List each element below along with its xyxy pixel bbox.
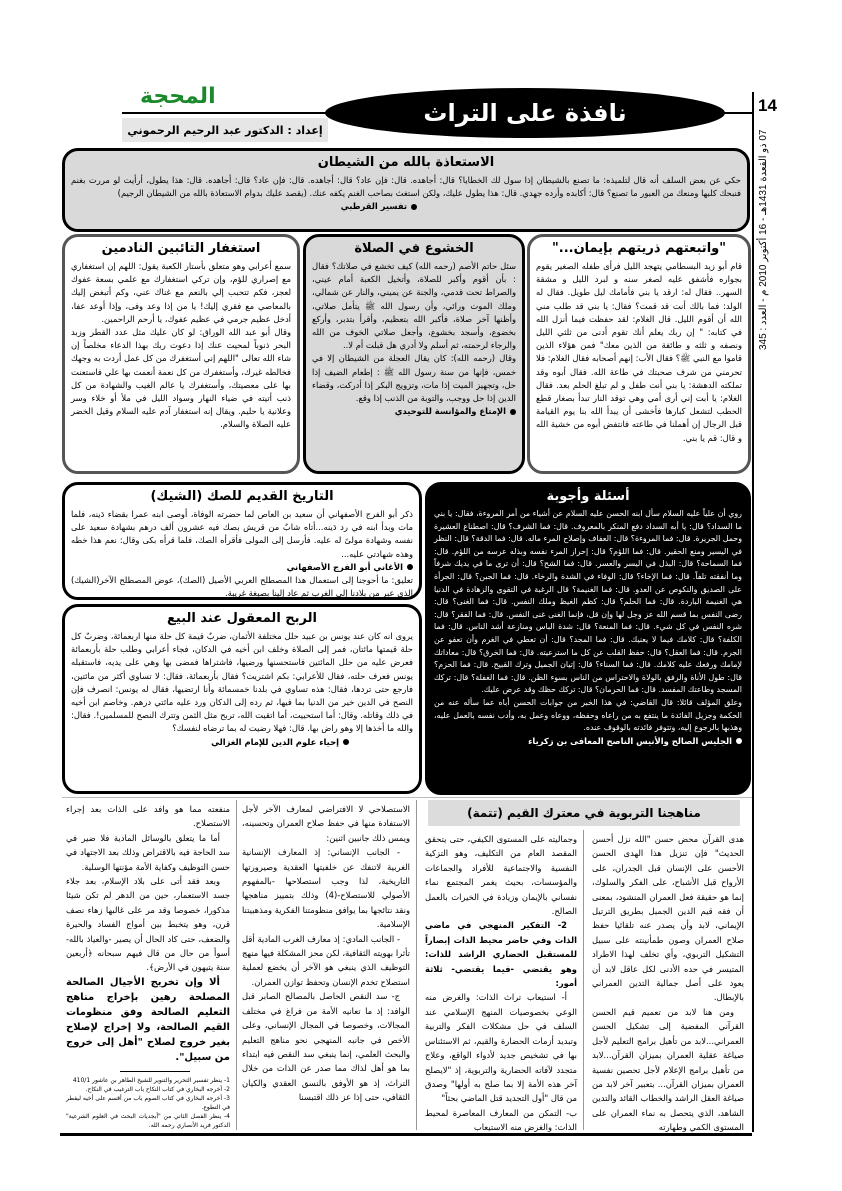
article-title: أسئلة وأجوبة [546, 489, 630, 504]
article-as2ila [425, 482, 751, 795]
article-source: الأغاني أبو الفرج الأصفهاني [65, 561, 419, 574]
author-line: إعداد : الدكتور عبد الرحيم الرحموني [122, 118, 328, 142]
paragraph: ب- التمكن من المعارف المعاصرة لمحيط الذات: والغرض منه الاستيعاب [425, 1107, 577, 1133]
bullet-icon [411, 204, 417, 210]
article-body: سئل حاتم الأصم (رحمه الله) كيف تخشع في صلاتك؟ فقال : بأن أقوم وأكبر للصلاة، وأتخيل الكعبة أمام عيني، والصراط تحت قدمي، والجنة عن يميني، والنار عن شمالي، وملك الموت ورائي، وأن رسول الله ﷺ يتأمل صلاتي، وأظنها آخر صلاة، فأكبر الله بتعظيم، وأقرأ بتدبر، وأركع بخضوع، وأسجد بخشوع، وأجعل صلاتي الخوف من الله والرجاء لرحمته، ثم أسلم ولا أدري هل قبلت أم لا.. [312, 261, 516, 351]
paragraph: ألا وإن تخريج الأجيال الصالحة المصلحة رهين بإخراج مناهج التعليم الصالحة وفق منظومات القيم الصالحة، ولا إخراج لإصلاح بغير خروج لصلاح "أهل إلى خروج من سبيل". [66, 976, 230, 1063]
section-title-text: نافذة على التراث [423, 99, 627, 127]
page-number: 14 [758, 96, 777, 115]
article-body: سمع أعرابي وهو متعلق بأستار الكعبة يقول: اللهم إن استغفاري مع إصراري للؤم، وإن تركي استغفارك مع علمي بسعة عفوك لعجز، فكم تتحبب إلي بالنعم مع غناك عني، وكم أتبغض إليك بالمعاصي مع فقري إليك! يا من إذا وعد وفى، وإذا أوعد عفا، أدخل عظيم جرمي في عظيم عفوك، يا أرحم الراحمين. [71, 261, 291, 324]
paragraph: ومن هنا لابد من تعميم قيم الحسن القرآني المفضية إلى تشكيل الحسن العمراني...لابد من تأهيل برامج التعليم لأجل صياغة عقلية العمران بميزان القرآن...لابد من تأهيل برامج الإعلام لأجل تحصين نفسية العمران بميزان القرآن... بتعبير آخر لابد من صياغة العقل الراشد والخطاب القائد والتدين الشاهد، الذي يتحصل به نماء العمران على المستوى الكمي وطهارته [592, 1006, 744, 1133]
article-source: إحياء علوم الدين للإمام الغزالي [65, 736, 419, 749]
article-body: وقال أبو عبد الله الوراق: لو كان عليك مثل عدد القطر وزبد البحر ذنوباً لمحيت عنك إذا دعوت ربك بهذا الدعاء مخلصاً إن شاء الله تعالى "اللهم إني أستغفرك من كل عمل أردت به وجهك فخالطه غيرك، وأستغفرك من كل نعمة أنعمت بها علي فاستعنت بها على معصيتك، وأستغفرك يا عالم الغيب والشهادة من كل ذنب أتيته في ضياء النهار وسواد الليل في ملأ أو خلاء وسر وعلانية يا حليم. ويقال إنه استغفار آدم عليه السلام وقيل الخضر عليه الصلاة والسلام. [71, 327, 291, 430]
article-body: قام أبو زيد البسطامي يتهجد الليل فرأى طفله الصغير يقوم بجواره فأشفق عليه لصغر سنه و لبرد الليل و مشقة السهر.. فقال له: ارقد يا بني فأمامك ليل طويل. فقال له الولد: فما بالك أنت قد قمت؟ فقال: يا بني قد طلب مني الله أن أقوم الليل. قال الغلام: لقد حفظت فيما أنزل الله في كتابه: " إن ربك يعلم أنك تقوم أدنى من ثلثي الليل ونصفه و ثلثه و طائفة من الذين معك" فمن هؤلاء الذين قاموا مع النبي ﷺ؟ فقال الأب: إنهم أصحابه فقال الغلام: فلا تحرمني من شرف صحبتك في طاعة الله. فقال أبوه وقد تملكته الدهشة: يا بني أنت طفل و لم تبلغ الحلم بعد. فقال الغلام: يا أبت إني أرى أمي وهي توقد النار تبدأ بصغار قطع الحطب لتشعل كبارها فأخشى أن يبدأ الله بنا يوم القيامة قبل الرجال إن أهملنا في طاعته فانتفض أبوه من خشية الله و قال: قم يا بني. [536, 261, 742, 443]
article-body: وعلق المؤلف قائلا: قال القاضي: في هذا الخبر من جوابات الحسن أباه عما سأله عنه من الحكمة وجزيل الفائدة ما ينتفع به من راعاه وحفظه، ووعاه وعمل به، وأدب نفسه بالعمل عليه، وهذبها بالرجوع إليه، وتتوفر فائدته بالوقوف عنده. [434, 697, 742, 733]
article-title: "واتبعتهم ذريتهم بإيمان..." [551, 241, 726, 256]
column-4 [66, 802, 230, 1132]
article-isti3adha [62, 148, 750, 232]
article-ribh [62, 604, 422, 794]
article-sheek [62, 482, 422, 600]
article-body: يروى انه كان عند يونس بن عبيد حلل مختلفة الأثمان، ضربٌ قيمة كل حلة منها اربعمائة، وضربٌ كل حلة قيمتها مائتان، فمر إلى الصلاة وخلف ابن أخيه في الدكان، فجاء أعرابي وطلب حلة بأربعمائة فعرض عليه من حلل المائتين فاستحسنها ورضيها، فاشتراها فمضى بها وهي على يديه، فاستقبله يونس فعرف حلته، فقال للأعرابي: بكم اشتريت؟ فقال بأربعمائة، فقال: لا تساوي أكثر من مائتين، فارجع حتى تردها، فقال: هذه تساوي في بلدنا خمسمائة وأنا ارتضيها، فقال له يونس: انصرف فإن النصح في الدين خير من الدنيا بما فيها، ثم رده إلى الدكان ورد عليه مائتي درهم. وخاصم ابن أخيه في ذلك وقاتله. وقال: أما استحييت، أما اتقيت الله، تربح مثل الثمن وتترك النصح للمسلمين!. فقال: والله ما أخذها إلا وهو راض بها. قال: فهلا رضيت له بما ترضاه لنفسك؟ [71, 631, 413, 734]
bullet-icon [407, 564, 413, 570]
footnote: 4- ينظر الفصل الثاني من "أبجديات البحث في العلوم الشرعية" الدكتور فريد الأنصاري رحمه الله. [66, 1112, 230, 1129]
continuation-title: مناهجنا التربوية في معترك القيم (تتمة) [428, 800, 740, 826]
article-source: الإمتاع والمؤانسة للتوحيدي [306, 405, 522, 418]
paragraph: وجماليته على المستوى الكيفي، حتى يتحقق المقصد العام من التكليف، وهو التزكية النفسية والاجتماعية للأفراد والجماعات والمؤسسات، بحيث يغمر المجتمع نماء نفساني بالإيمان وزيادة في الخيرات بالعمل الصالح. [425, 834, 577, 917]
article-ittaba3athum [527, 234, 751, 474]
article-body: وقال (رحمه الله): كان يقال العجلة من الشيطان إلا في خمس، فإنها من سنة رسول الله ﷺ : إطعام الضيف إذا حل، وتجهيز الميت إذا مات، وتزويج البكر إذا أدركت، وقضاء الدين إذا حل ووجب، والتوبة من الذنب إذا وقع. [312, 353, 516, 404]
article-body: ذكر أبو الفرج الأصفهاني أن سعيد بن العاص لما حضرته الوفاة، أوصى ابنه عمرا بقضاء دَينه، فلما مات وبدأ ابنه في رد دَينه...أتاه شابٌ من قريش بصك فيه عشرون ألف درهم بشهادة سعيد على نفسه وشهادة مولىً له عليه. فأرسل إلى المولى فأقرأه الصك، فلما قرأه بكى وقال: نعم هذا خطه وهذه شهادتي عليه... [71, 509, 413, 559]
article-istighfar [62, 234, 300, 474]
footnotes [66, 1076, 230, 1130]
column-1 [592, 832, 744, 1132]
section-title [325, 88, 725, 138]
column-divider [236, 800, 237, 1130]
newspaper-brand: المحجة [140, 84, 216, 109]
bullet-icon [343, 739, 349, 745]
footnote: 3- أخرجه البخاري في كتاب الصوم باب من أقسم على أخيه ليفطر في التطوع. [66, 1094, 230, 1111]
margin-rule [752, 92, 754, 1132]
paragraph: 2- التفكير المنهجي في ماضي الذات وفي حاضر محيط الذات إبصاراً للمستقبل الحضاري الراشد للذات: وهو يقتضي -فيما يقتضي- ثلاثة أمور: [425, 920, 577, 989]
paragraph: هدى القرآن محض حسن "الله نزل أحسن الحديث" فإن تنزيل هذا الهدى الحسن الأحسن على الإنسان قبل الجدران، على الأرواح قبل الأشباح، على الفكر والسلوك، إنما هو حقيقة فعل العمران المنشود، بمعنى أن فقه قيم الدين الجميل بطريق الترتيل الإيماني، لابد وأن يصدر عنه تلقائيا حفظ صلاح العمران وصون طمأنينته على سبيل التشكيل التربوي، وأي تخلف لهذا الاطراد المتيسر في حده الأدنى لكل عاقل لابد أن يعود على أصل جمالية التدين العمراني بالإبطال. [592, 834, 744, 1003]
footnote: 1- ينظر تفسير التحرير والتنوير للشيخ الطاهر بن عاشور 410/1 [72, 1076, 230, 1084]
paragraph: - الجانب المادي: إذ معارف الغرب المادية أقل تأثرا بهويته الثقافية، لكن محز المشكلة فيها منهج التوظيف الذي ينبغي هو الآخر أن يخضع لعملية استصلاح تخدم الإنسان وتحفظ توازن العمران. [242, 933, 410, 987]
column-divider [416, 800, 417, 1130]
article-source: تفسير القرطبي [65, 200, 747, 213]
column-2 [425, 832, 577, 1132]
column-divider [583, 830, 584, 1130]
article-khushu3 [303, 234, 525, 474]
bullet-icon [510, 409, 516, 415]
paragraph: ج- سد النقص الحاصل بالمصالح الصابر قبل الوافد: إذ ما تعانيه الأمة من فراغ في مختلف المجالات، وخصوصا في المجال الإنساني، وعلى الأخص في جانبه المنهجي نحو مناهج التعليم والبحث العلمي، إنما ينبغي سد النقص فيه ابتداء بما هو أهل لذاك مما صدر عن الذات من خلال التراث، إذ هو الأوفق بالنسق العقدي والكيان الثقافي، حتى إذا عز ذلك اقتبسنا [242, 991, 410, 1103]
issue-date-strip: 07 ذو القعدة 1431هـ - 16 أكتوبر 2010 م - العدد : 345 [758, 130, 769, 351]
bullet-icon [736, 738, 742, 744]
article-title: الخشوع في الصلاة [354, 241, 474, 256]
footnote-rule [120, 1071, 190, 1072]
paragraph: أما ما يتعلق بالوسائل المادية فلا ضير في سد الحاجة فيه بالاقتراض وذلك بعد الاجتهاد في حسن التوظيف وكفاية الأمة مؤنتها الوسلية. [66, 832, 230, 872]
article-title: استغفار التائبين النادمين [101, 241, 261, 256]
section-divider [62, 797, 752, 798]
article-comment: تعليق: ما أحوجنا إلى استعمال هذا المصطلح العربي الأصيل (الصك)، عوض المصطلح الآخر(الشيك) الذي عبر من بلادنا إلى الغرب ثم عاد إلينا بصيغة غريبة. [71, 574, 413, 599]
bottom-rule [60, 1133, 752, 1136]
paragraph: أ- استيعاب تراث الذات: والغرض منه الوعي بخصوصيات المنهج الإسلامي عند السلف في حل مشكلات الفكر والتربية وتبديد أزمات الحضارة والقيم، ثم الاستئناس بها في تشخيص جديد لأدواء الواقع، وعلاج متجدد لآفاته الحضارية والتربوية، إذ "لايصلح آخر هذه الأمة إلا بما صلح به أولها" وصدق من قال "أول التجديد قتل الماضي بحثاً" [425, 992, 577, 1104]
article-title: الاستعاذة بالله من الشيطان [317, 155, 495, 170]
article-body: حكي عن بعض السلف أنه قال لتلميذه: ما تصنع بالشيطان إذا سول لك الخطايا؟ قال: أجاهده. قال: فإن عاد؟ قال: أجاهده. قال: فإن عاد؟ قال: أجاهده. قال: هذا يطول، أرأيت لو مررت بغنم فنبحك كلبها ومنعك من العبور ما تصنع؟ قال: أكابده وأرده جهدي. قال: هذا يطول عليك، ولكن استغث بصاحب الغنم يكفه عنك. (يقصد عليك بدوام الاستعاذة بالله من الشيطان الرجيم) [71, 175, 741, 199]
article-title: التاريخ القديم للصك (الشيك) [150, 489, 334, 504]
article-title: الربح المعقول عند البيع [167, 611, 317, 626]
paragraph: منفعته مما هو وافد على الذات بعد إجراء الاستصلاح. [66, 804, 230, 829]
footnote: 2- أخرجه البخاري في كتاب النكاح باب الترغيب في النكاح. [85, 1085, 230, 1093]
article-body: روي أن علياً عليه السلام سأل ابنه الحسن عليه السلام عن أشياء من أمر المروءة، فقال: يا بني ما السداد؟ قال: يا أبه السداد دفع المنكر بالمعروف. قال: فما الشرف؟ قال: اصطناع العشيرة وحمل الجريرة. قال: فما المروءة؟ قال: العفاف وإصلاح المرء ماله. قال: فما الدقة؟ قال: النظر في اليسير ومنع الحقير. قال: فما اللؤم؟ قال: إحراز المرء نفسه وبذله عرسه من اللؤم. قال: فما السماحة؟ قال: البذل في اليسر والعسر. قال: فما الشح؟ قال: أن ترى ما في يديك شرفاً وما أنفقته تلفاً. قال: فما الإخاء؟ قال: الوفاء في الشدة والرخاء. قال: فما الجبن؟ قال: الجرأة على الصديق والنكوص عن العدو. قال: فما الغنيمة؟ قال الرغبة في التقوى والزهادة في الدنيا هي الغنيمة الباردة. قال: فما الحلم؟ قال: كظم الغيظ وملك النفس. قال: فما الغنى؟ قال: رضى النفس بما قسم الله عز وجل لها وإن قل، فإنما الغنى غنى النفس. قال: فما الفقر؟ قال: شره النفس في كل شيء. قال: فما المنعة؟ قال: شدة الباس ومنازعة أشد الناس. قال: فما الكلفة؟ قال: كلامك فيما لا يعنيك. قال: فما المجد؟ قال: أن تعطي في الغرم وأن تعفو عن الجرم. قال: فما العقل؟ قال: حفظ القلب عن كل ما استرعيته. قال: فما الخرق؟ قال: معاداتك لإمامك ورفعك عليه كلامك. قال: فما السناء؟ قال: إتيان الجميل وترك القبيح. قال: فما الحزم؟ قال: طول الأناة والرفق بالولاة والاحتراس من الناس بسوء الظن. قال: فما الغفلة؟ قال: تركك المسجد وطاعتك المفسد. قال: فما الحرمان؟ قال: تركك حظك وقد عرض عليك. [434, 509, 742, 695]
paragraph: وبعد فقد أتى على بلاد الإسلام، بعد جلاء جسد الاستعمار، حين من الدهر لم تكن شيئا مذكورا، خصوصا وقد مر على غالبها زهاء نصف قرن، وهو يتخبط بين أمواج الفساد والحيرة والضعف، حتى كاد الحال أن يصير -والعياذ بالله- أسوأ من حال من قال فيهم سبحانه ﴿أربعين سنة يتيهون في الأرض﴾. [66, 876, 230, 973]
article-source: الجليس الصالح والأنيس الناصح المعافى بن زكرياء [428, 735, 748, 748]
paragraph: - الجانب الإنساني: إذ المعارف الإنسانية الغربية لاتنفك عن خلفيتها العقدية وصيرورتها التاريخية، لذا وجب استصلاحها -بالمفهوم الأصولي للاستصلاح-(4) وذلك بتمييز مناهجها ونقد نتائجها بما يوافق منظومتنا الفكرية ومذهبيتنا الإسلامية. [242, 847, 410, 930]
paragraph: الاستصلاحي لا الافتراضي لمعارف الآخر لأجل الاستفادة منها في حفظ صلاح العمران وتحسينه، ويمس ذلك جانبين اثنين: [242, 804, 410, 843]
column-3 [242, 802, 410, 1132]
